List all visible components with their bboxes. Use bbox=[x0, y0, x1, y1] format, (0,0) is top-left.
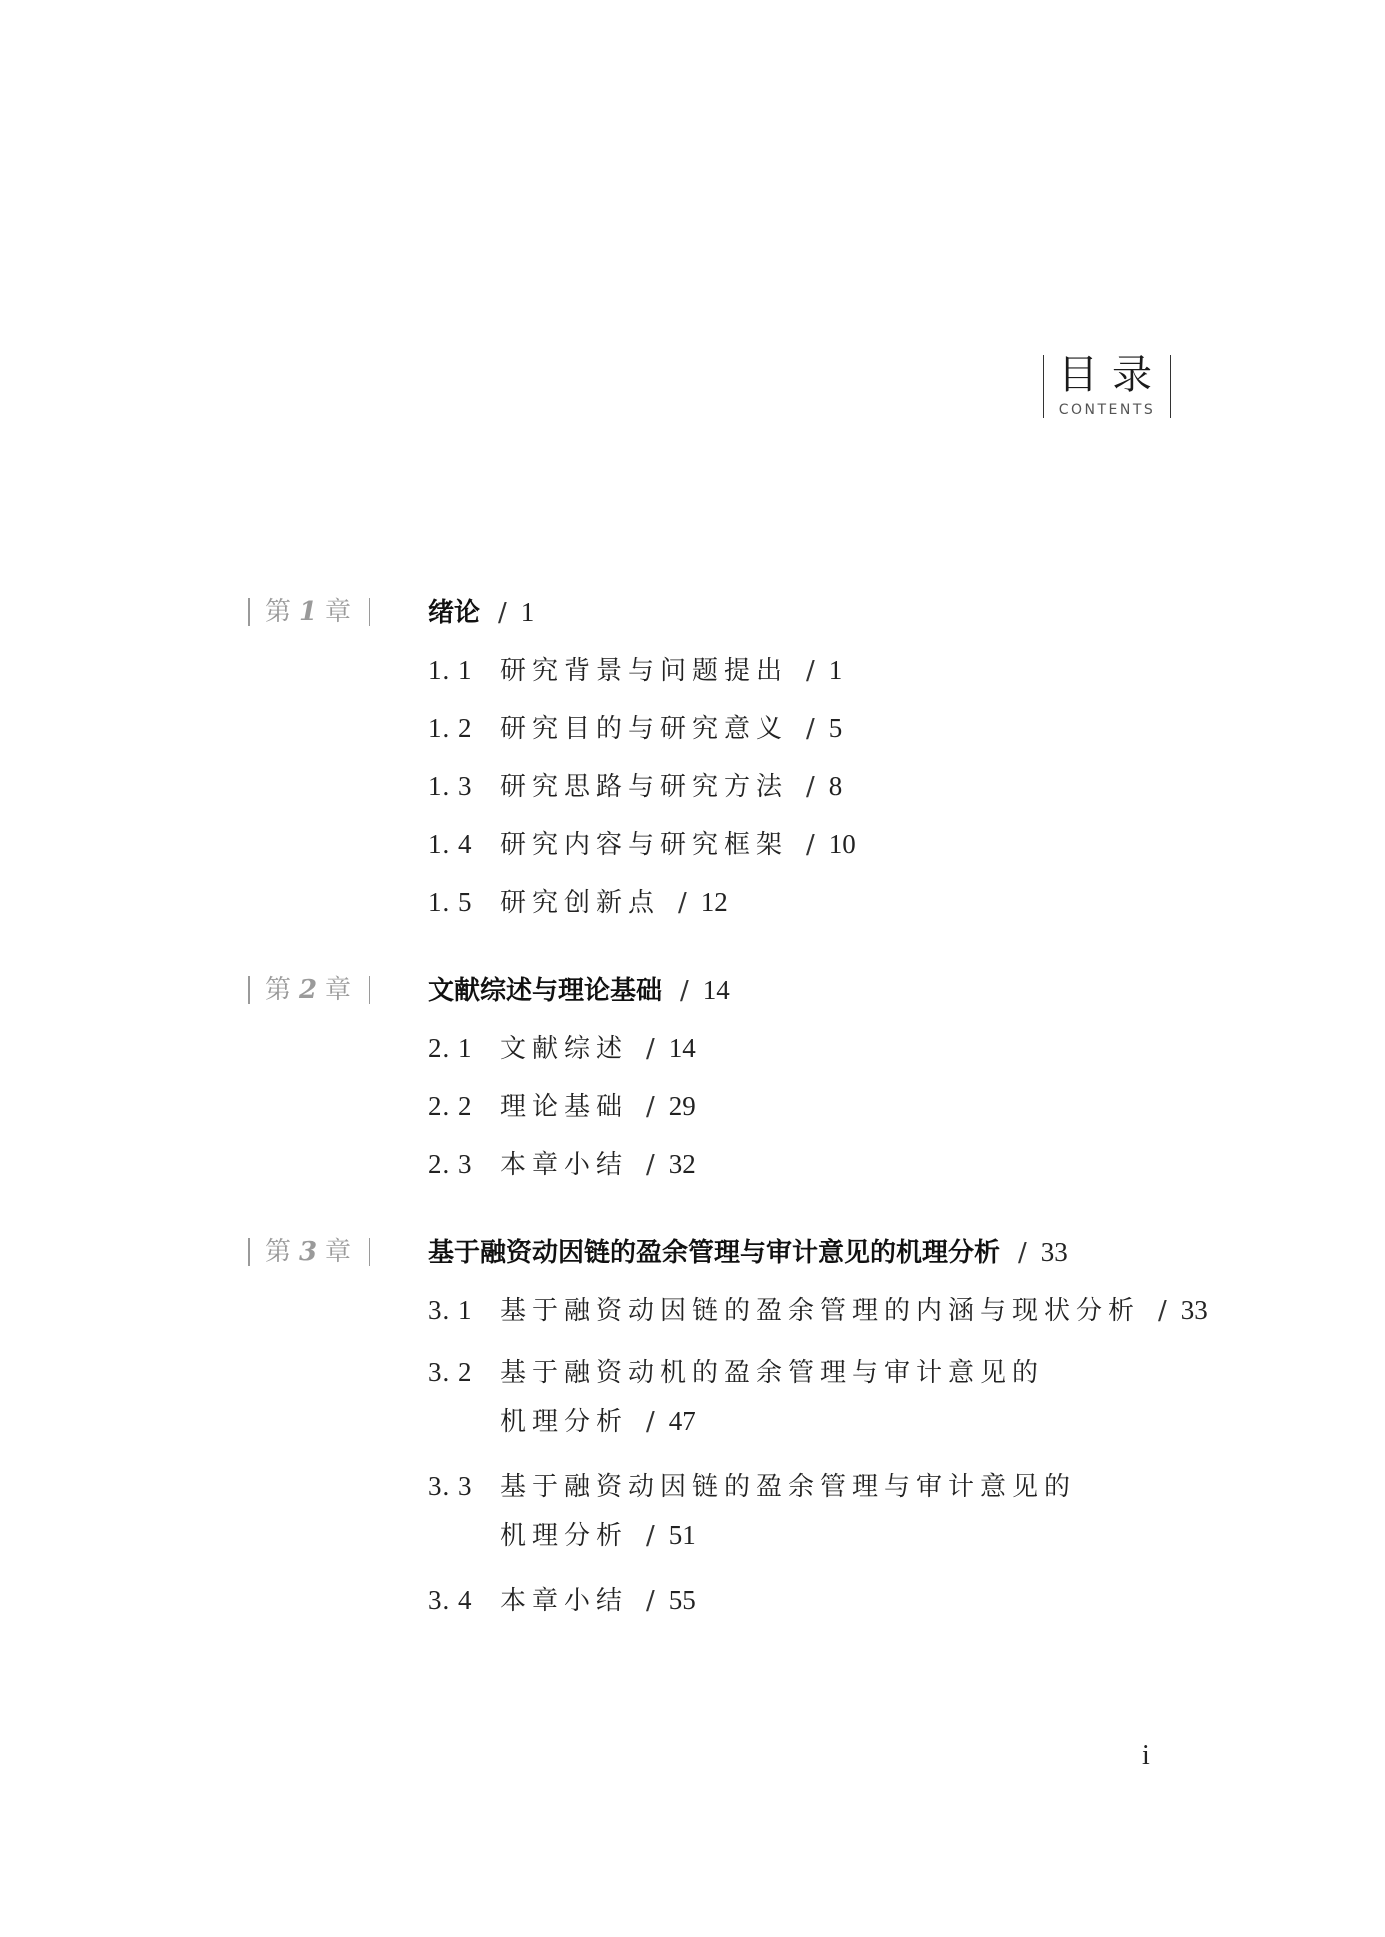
section-entry-3-2[interactable] bbox=[428, 1354, 1044, 1440]
page-number: 1 bbox=[828, 655, 843, 685]
section-title: 理论基础 bbox=[500, 1092, 629, 1122]
section-entry-3-1[interactable] bbox=[428, 1292, 1208, 1329]
page-number: 32 bbox=[668, 1149, 696, 1179]
separator: / bbox=[680, 976, 689, 1006]
separator: / bbox=[646, 1586, 655, 1616]
section-entry-1-1[interactable] bbox=[428, 652, 842, 689]
section-number: 1. 2 bbox=[428, 713, 473, 743]
section-number: 3. 4 bbox=[428, 1585, 473, 1615]
section-title: 基于融资动因链的盈余管理与审计意见的 bbox=[500, 1472, 1077, 1502]
chapter-label-1 bbox=[248, 594, 370, 630]
section-number: 1. 1 bbox=[428, 655, 473, 685]
page-number: 33 bbox=[1180, 1295, 1208, 1325]
chapter-label-suffix: 章 bbox=[325, 597, 354, 627]
chapter-2-entry[interactable] bbox=[428, 972, 730, 1008]
section-title-continuation bbox=[428, 1517, 1076, 1554]
chapter-label-bar-right bbox=[369, 976, 371, 1004]
section-title-cont: 机理分析 bbox=[500, 1407, 629, 1437]
separator: / bbox=[806, 656, 815, 686]
chapter-label-bar-left bbox=[248, 598, 250, 626]
separator: / bbox=[1018, 1238, 1027, 1268]
page-number: 14 bbox=[702, 975, 730, 1005]
section-entry-2-2[interactable] bbox=[428, 1088, 696, 1125]
section-entry-3-4[interactable] bbox=[428, 1582, 696, 1619]
section-title: 本章小结 bbox=[500, 1150, 629, 1180]
page-number: 8 bbox=[828, 771, 843, 801]
section-title: 研究思路与研究方法 bbox=[500, 772, 789, 802]
section-number: 3. 3 bbox=[428, 1471, 473, 1501]
chapter-label-suffix: 章 bbox=[325, 1237, 354, 1267]
page-number: 47 bbox=[668, 1406, 696, 1436]
section-title-cont: 机理分析 bbox=[500, 1521, 629, 1551]
chapter-1-entry[interactable] bbox=[428, 594, 534, 630]
page-number: 55 bbox=[668, 1585, 696, 1615]
section-number: 1. 3 bbox=[428, 771, 473, 801]
section-title: 本章小结 bbox=[500, 1586, 629, 1616]
separator: / bbox=[646, 1150, 655, 1180]
page-number: 33 bbox=[1040, 1237, 1068, 1267]
separator: / bbox=[806, 830, 815, 860]
toc-header bbox=[1043, 352, 1171, 418]
chapter-label-bar-left bbox=[248, 976, 250, 1004]
chapter-label-prefix: 第 bbox=[264, 597, 293, 627]
section-title: 文献综述 bbox=[500, 1034, 629, 1064]
chapter-title: 基于融资动因链的盈余管理与审计意见的机理分析 bbox=[428, 1238, 1001, 1268]
section-number: 3. 2 bbox=[428, 1357, 473, 1387]
chapter-title: 绪论 bbox=[428, 598, 481, 628]
page-number: 5 bbox=[828, 713, 843, 743]
section-entry-1-3[interactable] bbox=[428, 768, 842, 805]
chapter-3-entry[interactable] bbox=[428, 1234, 1068, 1270]
chapter-title: 文献综述与理论基础 bbox=[428, 976, 663, 1006]
page-folio: i bbox=[1142, 1740, 1150, 1771]
section-number: 3. 1 bbox=[428, 1295, 473, 1325]
separator: / bbox=[646, 1092, 655, 1122]
separator: / bbox=[1158, 1296, 1167, 1326]
page-number: 1 bbox=[520, 597, 535, 627]
section-number: 1. 4 bbox=[428, 829, 473, 859]
chapter-label-number: 3 bbox=[298, 1237, 320, 1267]
section-title: 基于融资动机的盈余管理与审计意见的 bbox=[500, 1358, 1045, 1388]
section-title-continuation bbox=[428, 1403, 1044, 1440]
section-number: 1. 5 bbox=[428, 887, 473, 917]
separator: / bbox=[646, 1521, 655, 1551]
section-number: 2. 3 bbox=[428, 1149, 473, 1179]
section-title: 基于融资动因链的盈余管理的内涵与现状分析 bbox=[500, 1296, 1141, 1326]
toc-title-en: CONTENTS bbox=[1058, 402, 1156, 418]
section-entry-2-1[interactable] bbox=[428, 1030, 696, 1067]
chapter-label-number: 1 bbox=[298, 597, 320, 627]
section-entry-2-3[interactable] bbox=[428, 1146, 696, 1183]
section-number: 2. 2 bbox=[428, 1091, 473, 1121]
toc-title-cn: 目录 bbox=[1058, 352, 1166, 398]
separator: / bbox=[646, 1407, 655, 1437]
page-number: 10 bbox=[828, 829, 856, 859]
section-title: 研究目的与研究意义 bbox=[500, 714, 789, 744]
separator: / bbox=[806, 714, 815, 744]
page-number: 14 bbox=[668, 1033, 696, 1063]
chapter-label-number: 2 bbox=[298, 975, 320, 1005]
page-number: 12 bbox=[700, 887, 728, 917]
separator: / bbox=[678, 888, 687, 918]
section-title: 研究背景与问题提出 bbox=[500, 656, 789, 686]
section-entry-1-5[interactable] bbox=[428, 884, 728, 921]
section-entry-1-4[interactable] bbox=[428, 826, 856, 863]
separator: / bbox=[806, 772, 815, 802]
chapter-label-2 bbox=[248, 972, 370, 1008]
chapter-label-3 bbox=[248, 1234, 370, 1270]
chapter-label-bar-left bbox=[248, 1238, 250, 1266]
section-number: 2. 1 bbox=[428, 1033, 473, 1063]
chapter-label-prefix: 第 bbox=[264, 975, 293, 1005]
chapter-label-bar-right bbox=[369, 1238, 371, 1266]
page-number: 51 bbox=[668, 1520, 696, 1550]
separator: / bbox=[498, 598, 507, 628]
chapter-label-suffix: 章 bbox=[325, 975, 354, 1005]
section-entry-1-2[interactable] bbox=[428, 710, 842, 747]
chapter-label-prefix: 第 bbox=[264, 1237, 293, 1267]
section-title: 研究内容与研究框架 bbox=[500, 830, 789, 860]
separator: / bbox=[646, 1034, 655, 1064]
section-title: 研究创新点 bbox=[500, 888, 661, 918]
page-number: 29 bbox=[668, 1091, 696, 1121]
chapter-label-bar-right bbox=[369, 598, 371, 626]
section-entry-3-3[interactable] bbox=[428, 1468, 1076, 1554]
